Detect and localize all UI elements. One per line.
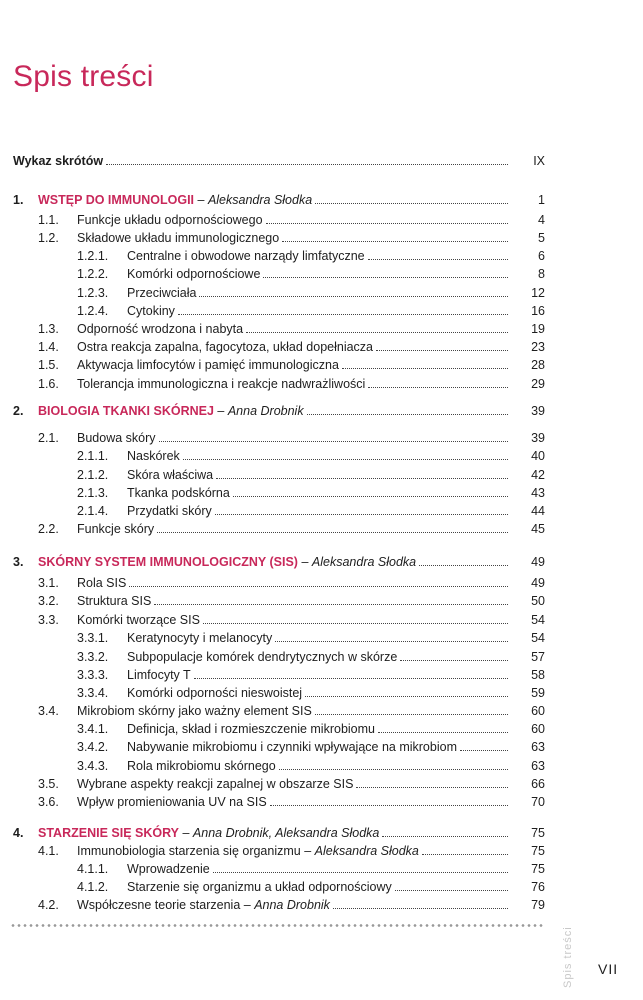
section-row xyxy=(0,229,643,247)
entry-label xyxy=(127,684,512,702)
entry-number: 1.1. xyxy=(38,213,59,227)
entry-label xyxy=(77,775,512,793)
separator: – xyxy=(300,844,315,858)
entry-number: 1.2.3. xyxy=(77,286,109,300)
entry-number: 1.2.2. xyxy=(77,267,109,281)
leader-dots xyxy=(368,386,508,388)
section-row xyxy=(0,702,643,720)
leader-dots xyxy=(305,695,508,697)
entry-title-text: Nabywanie mikrobiomu i czynniki wpływające na mikrobiom xyxy=(127,740,457,754)
entry-number: 2.1.4. xyxy=(77,504,109,518)
entry-number: 3.3.4. xyxy=(77,686,109,700)
page-ref: 40 xyxy=(531,449,545,463)
page-ref: 23 xyxy=(531,340,545,354)
chapter-authors: Anna Drobnik, Aleksandra Słodka xyxy=(192,826,380,840)
page-ref: 70 xyxy=(531,795,545,809)
entry-title xyxy=(77,896,330,914)
leader-dots xyxy=(376,349,508,351)
page-ref: 49 xyxy=(531,555,545,569)
entry-title-text: Komórki odpornościowe xyxy=(127,267,261,281)
entry-label xyxy=(77,592,512,610)
section-row xyxy=(0,375,643,393)
separator: – xyxy=(297,555,312,569)
entry-number: 3.5. xyxy=(38,777,59,791)
entry-label xyxy=(127,466,512,484)
entry-number: 4.1.1. xyxy=(77,862,109,876)
entry-label xyxy=(13,152,512,170)
entry-title xyxy=(127,302,175,320)
entry-authors: Aleksandra Słodka xyxy=(314,844,419,858)
entry-title-text: Definicja, skład i rozmieszczenie mikrobiomu xyxy=(127,722,375,736)
chapter-heading: WSTĘP DO IMMUNOLOGII xyxy=(38,193,195,207)
subsection-row xyxy=(0,878,643,896)
entry-title-text: Odporność wrodzona i nabyta xyxy=(77,322,244,336)
leader-dots xyxy=(282,240,508,242)
leader-dots xyxy=(266,222,508,224)
entry-label xyxy=(77,574,512,592)
entry-title xyxy=(127,757,276,775)
page-ref: 29 xyxy=(531,377,545,391)
page-ref: 75 xyxy=(531,862,545,876)
chapter-title xyxy=(38,191,312,209)
chapter-row xyxy=(0,191,643,209)
subsection-row xyxy=(0,757,643,775)
leader-dots xyxy=(129,585,508,587)
subsection-row xyxy=(0,284,643,302)
entry-number: 1.4. xyxy=(38,340,59,354)
leader-dots xyxy=(275,640,508,642)
separator: – xyxy=(213,404,228,418)
entry-title-text: Centralne i obwodowe narządy limfatyczne xyxy=(127,249,365,263)
entry-title xyxy=(127,447,180,465)
chapter-number: 4. xyxy=(13,826,24,840)
entry-label xyxy=(127,757,512,775)
section-row xyxy=(0,775,643,793)
entry-label xyxy=(127,247,512,265)
page-ref: 39 xyxy=(531,431,545,445)
entry-label xyxy=(127,738,512,756)
section-row xyxy=(0,793,643,811)
leader-dots xyxy=(154,603,508,605)
leader-dots xyxy=(203,622,508,624)
leader-dots xyxy=(315,202,508,204)
abbreviations-row xyxy=(0,152,643,170)
entry-title xyxy=(127,265,260,283)
leader-dots xyxy=(342,367,508,369)
page-ref: 49 xyxy=(531,576,545,590)
entry-title-text: Starzenie się organizmu a układ odpornościowy xyxy=(127,880,392,894)
chapter-heading: SKÓRNY SYSTEM IMMUNOLOGICZNY (SIS) xyxy=(38,555,298,569)
leader-dots xyxy=(263,276,508,278)
page-ref: 5 xyxy=(538,231,545,245)
entry-title xyxy=(127,247,365,265)
entry-title xyxy=(77,356,339,374)
page-ref: 50 xyxy=(531,594,545,608)
entry-title-text: Cytokiny xyxy=(127,304,175,318)
separator: – xyxy=(179,826,193,840)
entry-title xyxy=(77,574,126,592)
entry-label xyxy=(77,842,512,860)
entry-title-text: Wprowadzenie xyxy=(127,862,210,876)
entry-title-text: Aktywacja limfocytów i pamięć immunologiczna xyxy=(77,358,339,372)
subsection-row xyxy=(0,738,643,756)
page-ref: 16 xyxy=(531,304,545,318)
leader-dots xyxy=(400,659,508,661)
entry-title xyxy=(77,375,365,393)
leader-dots xyxy=(460,749,508,751)
entry-title xyxy=(77,793,267,811)
entry-title xyxy=(127,684,302,702)
entry-title xyxy=(127,738,457,756)
subsection-row xyxy=(0,629,643,647)
entry-title xyxy=(77,229,279,247)
entry-label xyxy=(77,320,512,338)
chapter-title xyxy=(38,824,379,842)
entry-title xyxy=(127,878,392,896)
subsection-row xyxy=(0,302,643,320)
entry-label xyxy=(127,666,512,684)
section-row xyxy=(0,611,643,629)
entry-title xyxy=(77,775,353,793)
subsection-row xyxy=(0,247,643,265)
entry-authors: Anna Drobnik xyxy=(254,898,330,912)
leader-dots xyxy=(315,713,508,715)
entry-title xyxy=(77,702,312,720)
entry-label xyxy=(38,824,512,842)
entry-label xyxy=(127,860,512,878)
chapter-number: 1. xyxy=(13,193,24,207)
entry-title xyxy=(127,502,212,520)
leader-dots xyxy=(199,295,508,297)
subsection-row xyxy=(0,720,643,738)
entry-number: 3.3.3. xyxy=(77,668,109,682)
page-title: Spis treści xyxy=(13,60,154,93)
page-ref: 54 xyxy=(531,631,545,645)
section-row xyxy=(0,320,643,338)
subsection-row xyxy=(0,265,643,283)
entry-label xyxy=(127,648,512,666)
leader-dots xyxy=(356,786,508,788)
section-row xyxy=(0,520,643,538)
entry-title xyxy=(127,860,210,878)
entry-number: 4.1.2. xyxy=(77,880,109,894)
entry-number: 3.3.1. xyxy=(77,631,109,645)
chapter-number: 3. xyxy=(13,555,24,569)
page-ref: 75 xyxy=(531,826,545,840)
page-ref: 1 xyxy=(538,193,545,207)
abbreviations-label: Wykaz skrótów xyxy=(13,154,104,168)
entry-number: 3.6. xyxy=(38,795,59,809)
page-ref: 66 xyxy=(531,777,545,791)
subsection-row xyxy=(0,666,643,684)
side-running-label: Spis treści xyxy=(562,926,574,988)
leader-dots xyxy=(159,440,508,442)
entry-label xyxy=(127,447,512,465)
chapter-authors: Aleksandra Słodka xyxy=(311,555,417,569)
leader-dots xyxy=(215,513,508,515)
chapter-heading: STARZENIE SIĘ SKÓRY xyxy=(38,826,179,840)
entry-title xyxy=(127,666,191,684)
leader-dots xyxy=(395,889,508,891)
chapter-authors: Anna Drobnik xyxy=(227,404,304,418)
entry-label xyxy=(127,878,512,896)
page-number: VII xyxy=(598,961,619,977)
chapter-title xyxy=(38,553,416,571)
page-ref: 60 xyxy=(531,704,545,718)
section-row xyxy=(0,896,643,914)
entry-label xyxy=(127,720,512,738)
entry-title-text: Przydatki skóry xyxy=(127,504,212,518)
entry-label xyxy=(127,502,512,520)
entry-number: 3.2. xyxy=(38,594,59,608)
page-ref: 12 xyxy=(531,286,545,300)
leader-dots xyxy=(213,871,508,873)
page-ref: 43 xyxy=(531,486,545,500)
page-ref: 59 xyxy=(531,686,545,700)
entry-label xyxy=(77,429,512,447)
entry-title-text: Limfocyty T xyxy=(127,668,191,682)
leader-dots xyxy=(382,835,508,837)
page-ref: 39 xyxy=(531,404,545,418)
page-ref: 4 xyxy=(538,213,545,227)
entry-number: 2.1. xyxy=(38,431,59,445)
chapter-row xyxy=(0,553,643,571)
chapter-number: 2. xyxy=(13,404,24,418)
page-ref: 76 xyxy=(531,880,545,894)
entry-title-text: Wpływ promieniowania UV na SIS xyxy=(77,795,267,809)
leader-dots xyxy=(233,495,508,497)
entry-title xyxy=(77,211,263,229)
entry-title xyxy=(127,284,196,302)
entry-label xyxy=(127,284,512,302)
page-ref: 44 xyxy=(531,504,545,518)
subsection-row xyxy=(0,684,643,702)
leader-dots xyxy=(178,313,508,315)
subsection-row xyxy=(0,447,643,465)
entry-label xyxy=(77,375,512,393)
page-ref: 60 xyxy=(531,722,545,736)
page-ref: 54 xyxy=(531,613,545,627)
entry-number: 2.1.3. xyxy=(77,486,109,500)
entry-label xyxy=(38,553,512,571)
leader-dots xyxy=(194,677,508,679)
section-row xyxy=(0,429,643,447)
entry-title-text: Komórki odporności nieswoistej xyxy=(127,686,303,700)
subsection-row xyxy=(0,860,643,878)
entry-label xyxy=(127,265,512,283)
leader-dots xyxy=(183,458,508,460)
chapter-row xyxy=(0,402,643,420)
entry-title xyxy=(77,611,200,629)
section-row xyxy=(0,574,643,592)
dotted-divider xyxy=(10,924,545,927)
leader-dots xyxy=(422,853,508,855)
leader-dots xyxy=(246,331,508,333)
entry-label xyxy=(77,896,512,914)
entry-title xyxy=(127,648,397,666)
entry-label xyxy=(77,702,512,720)
entry-number: 3.4.2. xyxy=(77,740,109,754)
leader-dots xyxy=(157,531,508,533)
entry-number: 3.4. xyxy=(38,704,59,718)
entry-number: 2.1.1. xyxy=(77,449,109,463)
section-row xyxy=(0,592,643,610)
leader-dots xyxy=(106,163,508,165)
subsection-row xyxy=(0,484,643,502)
entry-number: 4.2. xyxy=(38,898,59,912)
entry-title xyxy=(77,592,151,610)
entry-title-text: Rola mikrobiomu skórnego xyxy=(127,759,276,773)
entry-title xyxy=(77,338,373,356)
entry-label xyxy=(77,793,512,811)
entry-number: 1.2. xyxy=(38,231,59,245)
leader-dots xyxy=(279,768,508,770)
entry-label xyxy=(77,211,512,229)
entry-title-text: Keratynocyty i melanocyty xyxy=(127,631,273,645)
chapter-heading: BIOLOGIA TKANKI SKÓRNEJ xyxy=(38,404,214,418)
entry-number: 3.4.3. xyxy=(77,759,109,773)
page-ref: 63 xyxy=(531,740,545,754)
entry-title-text: Budowa skóry xyxy=(77,431,156,445)
entry-title-text: Wybrane aspekty reakcji zapalnej w obszarze SIS xyxy=(77,777,354,791)
leader-dots xyxy=(419,564,508,566)
subsection-row xyxy=(0,502,643,520)
entry-label xyxy=(77,338,512,356)
page-ref: IX xyxy=(533,154,545,168)
entry-title-text: Struktura SIS xyxy=(77,594,152,608)
page-ref: 58 xyxy=(531,668,545,682)
entry-label xyxy=(38,191,512,209)
leader-dots xyxy=(368,258,508,260)
leader-dots xyxy=(216,477,508,479)
leader-dots xyxy=(307,413,508,415)
page-ref: 57 xyxy=(531,650,545,664)
subsection-row xyxy=(0,466,643,484)
separator: – xyxy=(240,898,255,912)
entry-number: 3.4.1. xyxy=(77,722,109,736)
entry-title-text: Skóra właściwa xyxy=(127,468,214,482)
entry-label xyxy=(127,484,512,502)
entry-label xyxy=(77,520,512,538)
entry-title xyxy=(127,466,213,484)
entry-title-text: Mikrobiom skórny jako ważny element SIS xyxy=(77,704,312,718)
entry-number: 3.3.2. xyxy=(77,650,109,664)
section-row xyxy=(0,356,643,374)
entry-title-text: Funkcje skóry xyxy=(77,522,155,536)
entry-title xyxy=(127,629,272,647)
entry-number: 1.2.4. xyxy=(77,304,109,318)
entry-number: 4.1. xyxy=(38,844,59,858)
entry-label xyxy=(77,356,512,374)
entry-title-text: Przeciwciała xyxy=(127,286,197,300)
entry-title-text: Składowe układu immunologicznego xyxy=(77,231,280,245)
entry-label xyxy=(127,302,512,320)
entry-number: 1.2.1. xyxy=(77,249,109,263)
entry-title-text: Naskórek xyxy=(127,449,180,463)
separator: – xyxy=(194,193,208,207)
section-row xyxy=(0,338,643,356)
leader-dots xyxy=(270,804,508,806)
chapter-title xyxy=(38,402,304,420)
entry-label xyxy=(77,229,512,247)
entry-title-text: Współczesne teorie starzenia xyxy=(77,898,241,912)
entry-label xyxy=(77,611,512,629)
page-ref: 63 xyxy=(531,759,545,773)
entry-number: 1.3. xyxy=(38,322,59,336)
entry-title-text: Tkanka podskórna xyxy=(127,486,230,500)
entry-number: 1.5. xyxy=(38,358,59,372)
page-ref: 75 xyxy=(531,844,545,858)
chapter-authors: Aleksandra Słodka xyxy=(207,193,313,207)
page-ref: 19 xyxy=(531,322,545,336)
subsection-row xyxy=(0,648,643,666)
entry-number: 1.6. xyxy=(38,377,59,391)
entry-title xyxy=(77,429,156,447)
entry-title xyxy=(77,320,243,338)
entry-title-text: Subpopulacje komórek dendrytycznych w skórze xyxy=(127,650,398,664)
entry-title-text: Komórki tworzące SIS xyxy=(77,613,200,627)
section-row xyxy=(0,211,643,229)
entry-title xyxy=(77,842,419,860)
entry-label xyxy=(127,629,512,647)
entry-title-text: Tolerancja immunologiczna i reakcje nadwrażliwości xyxy=(77,377,366,391)
entry-number: 2.2. xyxy=(38,522,59,536)
entry-number: 3.1. xyxy=(38,576,59,590)
entry-title-text: Rola SIS xyxy=(77,576,127,590)
page-ref: 8 xyxy=(538,267,545,281)
entry-number: 3.3. xyxy=(38,613,59,627)
section-row xyxy=(0,842,643,860)
chapter-row xyxy=(0,824,643,842)
page-ref: 45 xyxy=(531,522,545,536)
page-ref: 79 xyxy=(531,898,545,912)
page-ref: 6 xyxy=(538,249,545,263)
entry-number: 2.1.2. xyxy=(77,468,109,482)
entry-title xyxy=(77,520,154,538)
entry-title xyxy=(127,484,230,502)
entry-label xyxy=(38,402,512,420)
page-ref: 42 xyxy=(531,468,545,482)
leader-dots xyxy=(333,907,508,909)
entry-title-text: Funkcje układu odpornościowego xyxy=(77,213,263,227)
entry-title xyxy=(127,720,375,738)
leader-dots xyxy=(378,731,508,733)
page-ref: 28 xyxy=(531,358,545,372)
entry-title-text: Ostra reakcja zapalna, fagocytoza, układ dopełniacza xyxy=(77,340,374,354)
entry-title-text: Immunobiologia starzenia się organizmu xyxy=(77,844,301,858)
